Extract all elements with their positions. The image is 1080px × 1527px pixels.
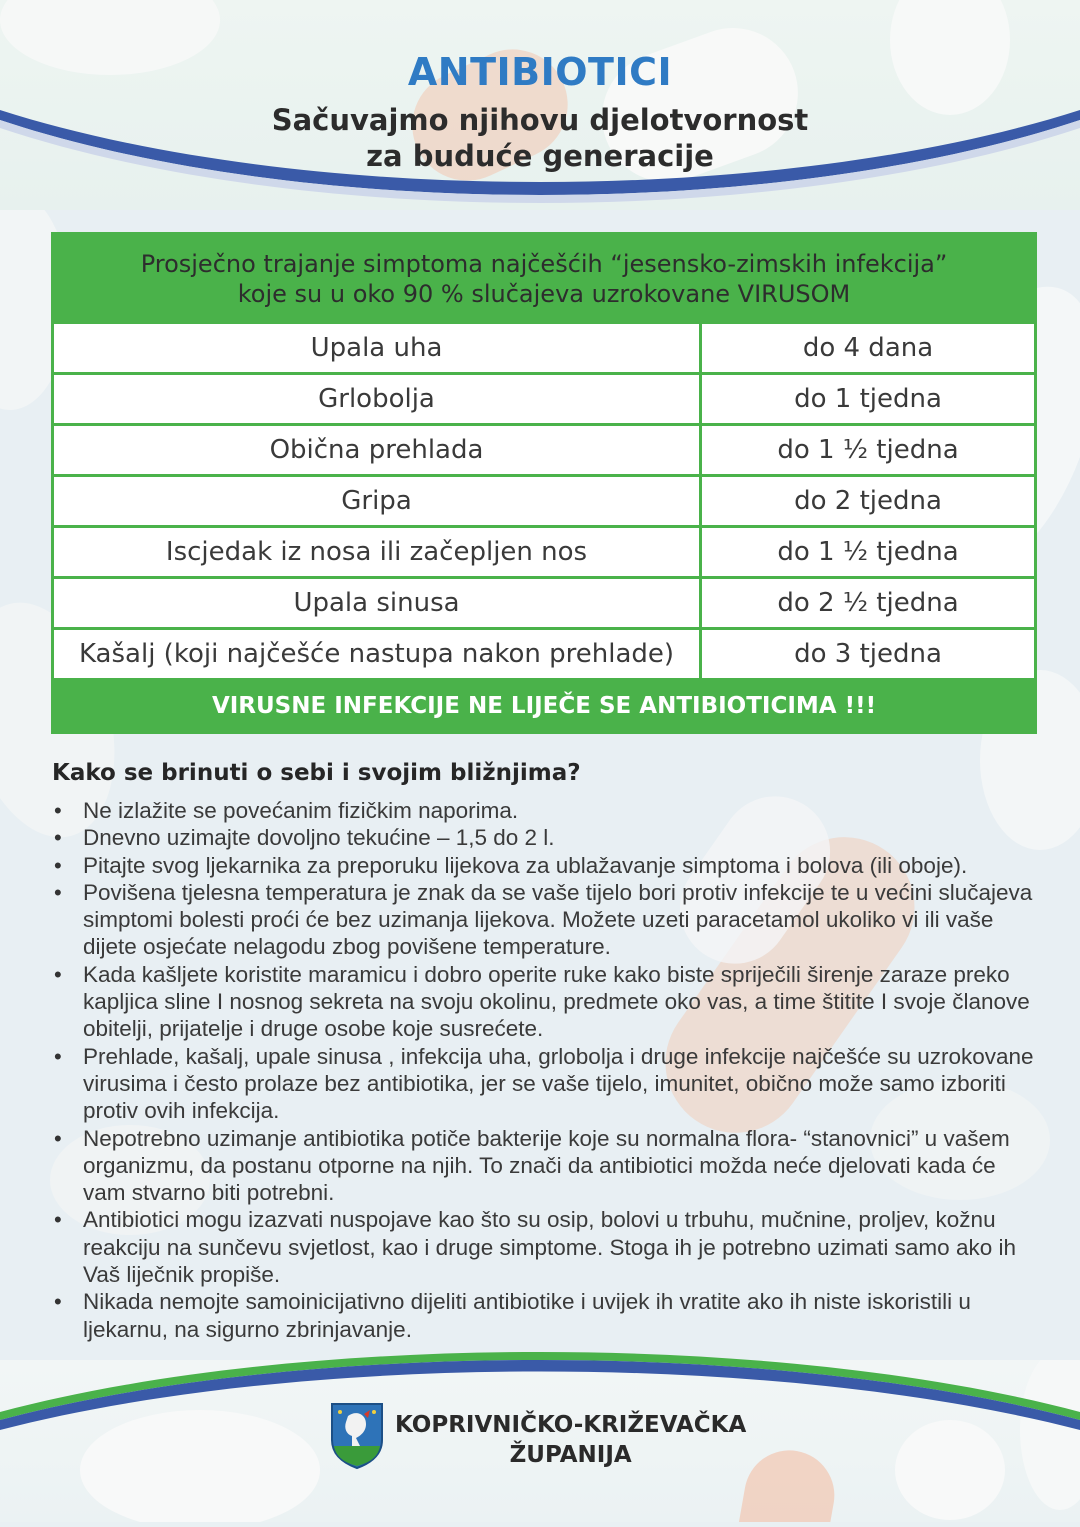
list-item: • Nepotrebno uzimanje antibiotika potiče bakterije koje su normalna flora- “stanovnici” u vašem organizmu, da postanu otporne na njih. To znači da antibiotici možda neće djelovati kada će vam stvarno biti potrebni. (52, 1125, 1037, 1207)
condition-cell: Upala uha (54, 324, 702, 372)
condition-cell: Upala sinusa (54, 579, 702, 627)
condition-cell: Grlobolja (54, 375, 702, 423)
table-row (54, 474, 1034, 525)
table-heading-line-2: koje su u oko 90 % slučajeva uzrokovane VIRUSOM (237, 280, 851, 308)
list-item: • Dnevno uzimajte dovoljno tekućine – 1,5 do 2 l. (52, 824, 1037, 851)
table-heading (54, 235, 1034, 321)
county-name-line-2: ŽUPANIJA (509, 1442, 632, 1468)
page-title: ANTIBIOTICI (407, 50, 673, 94)
duration-cell: do 2 tjedna (794, 486, 942, 516)
table-row (54, 576, 1034, 627)
condition-cell: Obična prehlada (54, 426, 702, 474)
condition-cell: Kašalj (koji najčešće nastupa nakon prehlade) (54, 630, 702, 678)
county-name (395, 1410, 746, 1470)
duration-cell: do 4 dana (802, 333, 934, 363)
duration-cell: do 1 ½ tjedna (777, 537, 959, 567)
duration-cell: do 1 ½ tjedna (777, 435, 959, 465)
condition-cell: Gripa (54, 477, 702, 525)
list-item: • Nikada nemojte samoinicijativno dijeliti antibiotike i uvijek ih vratite ako ih niste iskoristili u ljekarnu, na sigurno zbrinjavanje. (52, 1288, 1037, 1343)
list-item: • Kada kašljete koristite maramicu i dobro operite ruke kako biste spriječili širenje zaraze preko kapljica sline I nosnog sekreta na svoju okolinu, predmete oko vas, a time štitite I svoje članove obitelji, prijatelje i druge osobe koje susrećete. (52, 961, 1037, 1043)
duration-cell: do 1 tjedna (794, 384, 942, 414)
table-footer-warning: VIRUSNE INFEKCIJE NE LIJEČE SE ANTIBIOTICIMA !!! (54, 678, 1034, 731)
duration-cell: do 2 ½ tjedna (777, 588, 959, 618)
county-name-line-1: KOPRIVNIČKO-KRIŽEVAČKA (395, 1412, 747, 1438)
advice-heading: Kako se brinuti o sebi i svojim bližnjima? (52, 760, 581, 786)
table-heading-line-1: Prosječno trajanje simptoma najčešćih “jesensko-zimskih infekcija” (140, 250, 948, 278)
table-row (54, 372, 1034, 423)
subtitle-line-1: Sačuvajmo njihovu djelotvornost (271, 103, 809, 137)
page-subtitle (0, 102, 1080, 174)
list-item: • Ne izlažite se povećanim fizičkim naporima. (52, 797, 1037, 824)
table-row (54, 627, 1034, 678)
list-item: • Povišena tjelesna temperatura je znak da se vaše tijelo bori protiv infekcije te u većini slučajeva simptomi bolesti proći će bez uzimanja lijekova. Možete uzeti paracetamol ukoliko vi ili vaše dijete osjećate nelagodu zbog povišene temperature. (52, 879, 1037, 961)
list-item: • Prehlade, kašalj, upale sinusa , infekcija uha, grlobolja i druge infekcije najčešće su uzrokovane virusima i često prolaze bez antibiotika, jer se vaše tijelo, imunitet, obično može samo izboriti protiv ovih infekcija. (52, 1043, 1037, 1125)
symptom-duration-table (51, 232, 1037, 734)
list-item: • Pitajte svog ljekarnika za preporuku lijekova za ublažavanje simptoma i bolova (ili oboje). (52, 852, 1037, 879)
condition-cell: Iscjedak iz nosa ili začepljen nos (54, 528, 702, 576)
table-row (54, 321, 1034, 372)
table-row (54, 525, 1034, 576)
advice-list (52, 797, 1037, 1343)
table-row (54, 423, 1034, 474)
duration-cell: do 3 tjedna (794, 639, 942, 669)
subtitle-line-2: za buduće generacije (366, 139, 714, 173)
county-coat-of-arms-icon (330, 1402, 384, 1470)
list-item: • Antibiotici mogu izazvati nuspojave kao što su osip, bolovi u trbuhu, mučnine, proljev, kožnu reakciju na sunčevu svjetlost, kao i druge simptome. Stoga ih je potrebno uzimati samo ako ih Vaš liječnik propiše. (52, 1206, 1037, 1288)
